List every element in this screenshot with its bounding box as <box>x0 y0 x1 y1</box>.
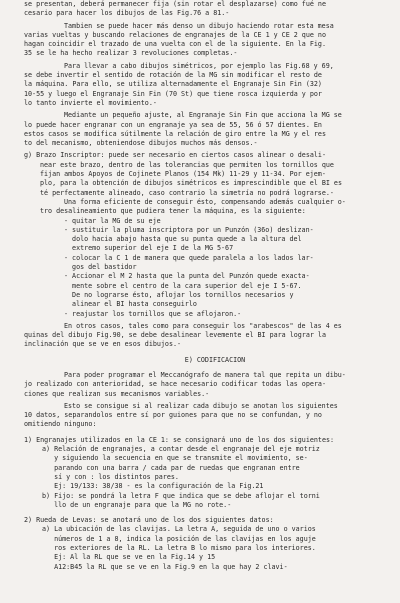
list-item: - sustituir la pluma inscriptora por un Punzón (36o) deslizan- <box>64 225 314 234</box>
text-line: to del mecanismo, obteniendose dibujos muchos más densos.- <box>24 139 258 148</box>
text-line: cesario para hacer los dibujos de las Fig.76 a 81.- <box>24 9 230 18</box>
sub-item: a) Relación de engranajes, a contar desde el engranaje del eje motriz <box>42 445 320 454</box>
sub-item: parando con una barra / cada par de ruedas que engranan entre <box>42 463 300 472</box>
text-line: omitiendo ninguno: <box>24 420 97 429</box>
section-heading-line: g) Brazo Inscriptor: puede ser necesario en ciertos casos alinear o desali- <box>24 151 326 160</box>
sub-item: y siguiendo la secuencia en que se transmite el movimiento, se- <box>42 454 308 463</box>
sub-item: sí y con : los distintos pares. <box>42 472 179 481</box>
section-title: E) CODIFICACION <box>184 355 246 364</box>
list-item: De no lograrse ésto, aflojar los tornillos necesarios y <box>64 290 294 299</box>
sub-item: ros exteriores de la RL. La letra B lo mismo para los interiores. <box>42 544 316 553</box>
sub-item: Ej: 19/133: 38/38 - es la configuración de la Fig.21 <box>42 482 264 491</box>
text-line: En otros casos, tales como para conseguir los "arabescos" de las 4 es <box>64 321 342 330</box>
text-line: 10 datos, separandolos entre sí por guiones para que no se confundan, y no <box>24 411 322 420</box>
list-item: - reajustar los tornillos que se aflojaron.- <box>64 309 242 318</box>
text-line: Mediante un pequeño ajuste, al Engranaje Sin Fin que acciona la MG se <box>64 111 342 120</box>
sub-item: A12:B45 la RL que se ve en la Fig.9 en la que hay 2 clavi- <box>42 562 288 571</box>
text-line: Una forma eficiente de conseguir ésto, compensando además cualquier o- <box>64 197 346 206</box>
text-line: estos casos se modifica sútilmente la relación de giro entre la MG y el res <box>24 129 326 138</box>
text-line: fijan ambos Apoyos de Cojinete Planos (154 Mk) 11-29 y 11-34. Por ejem- <box>40 170 326 179</box>
list-item: extremo superior del eje I de la MG 5-67 <box>64 244 234 253</box>
list-item: - quitar la MG de su eje <box>64 216 161 225</box>
text-line: 35 se le ha hecho realizar 3 revoluciones completas.- <box>24 49 238 58</box>
list-item: gos del bastidor <box>64 263 137 272</box>
text-line: se debe invertir el sentido de rotación de la MG sin modificar el resto de <box>24 71 322 80</box>
sub-item: llo de un engranaje para que la MG no rote.- <box>42 500 232 509</box>
text-line: near este brazo, dentro de las tolerancias que permiten los tornillos que <box>40 160 334 169</box>
text-line: tro desalineamiento que pudiera tener la máquina, es la siguiente: <box>40 207 306 216</box>
list-item: - colocar la C 1 de manera que quede paralela a los lados lar- <box>64 253 314 262</box>
text-line: plo, para la obtención de dibujos simétricos es imprescindible que el BI es <box>40 179 342 188</box>
text-line: quinas del dibujo Fig.90, se debe desalinear levemente el BI para lograr la <box>24 331 326 340</box>
list-item: - Accionar el M 2 hasta que la punta del Punzón quede exacta- <box>64 272 310 281</box>
text-line: lo tanto invierte el movimiento.- <box>24 98 157 107</box>
text-line: ciones que realizan sus mecanismos variables.- <box>24 389 210 398</box>
text-line: varias vueltas y buscando relaciones de engranajes de la CE 1 y CE 2 que no <box>24 30 326 39</box>
text-line: té perfectamente alineado, caso contrario la simetría no podrá lograrse.- <box>40 188 334 197</box>
sub-item: Ej: Al la RL que se ve en la Fig.14 y 15 <box>42 553 216 562</box>
text-line: la máquina. Para ello, se utiliza alternadamente el Engranaje Sin Fin (32) <box>24 80 322 89</box>
list-item: alinear el BI hasta conseguirlo <box>64 300 197 309</box>
sub-item: b) Fijo: se pondrá la letra F que indica que se debe aflojar el torni <box>42 491 320 500</box>
text-line: se presentan, deberá permanecer fija (sin rotar el desplazarse) como fué ne <box>24 0 326 8</box>
text-line: lo puede hacer engranar con un engranaje ya sea de 55, 56 ó 57 dientes. En <box>24 120 322 129</box>
list-item: mente sobre el centro de la cara superior del eje I 5-67. <box>64 281 302 290</box>
sub-item: a) La ubicación de las clavijas. La letra A, seguida de uno o varios <box>42 525 316 534</box>
list-item: dolo hacia abajo hasta que su punta quede a la altura del <box>64 235 302 244</box>
text-line: 10-55 y luego el Engranaje Sin Fin (70 St) que tiene rosca izquierda y por <box>24 89 322 98</box>
numbered-item: 2) Rueda de Levas: se anotará uno de los dos siguientes datos: <box>24 516 274 525</box>
text-line: Para poder programar el Meccanógrafo de manera tal que repita un dibu- <box>64 370 346 379</box>
text-line: Tambien se puede hacer más denso un dibujo haciendo rotar esta mesa <box>64 21 334 30</box>
text-line: Para llevar a cabo dibujos simétricos, por ejemplo las Fig.68 y 69, <box>64 61 334 70</box>
sub-item: números de 1 a 8, indica la posición de las clavijas en los aguje <box>42 534 316 543</box>
text-line: jo realizado con anterioridad, se hace necesario codificar todas las opera- <box>24 380 326 389</box>
text-line: Esto se consigue si al realizar cada dibujo se anotan los siguientes <box>64 401 338 410</box>
text-line: hagan coincidir el trazado de una vuelta con el de la siguiente. En la Fig. <box>24 40 326 49</box>
text-line: inclinación que se ve en esos dibujos.- <box>24 340 182 349</box>
numbered-item: 1) Engranajes utilizados en la CE 1: se consignará uno de los dos siguientes: <box>24 435 335 444</box>
